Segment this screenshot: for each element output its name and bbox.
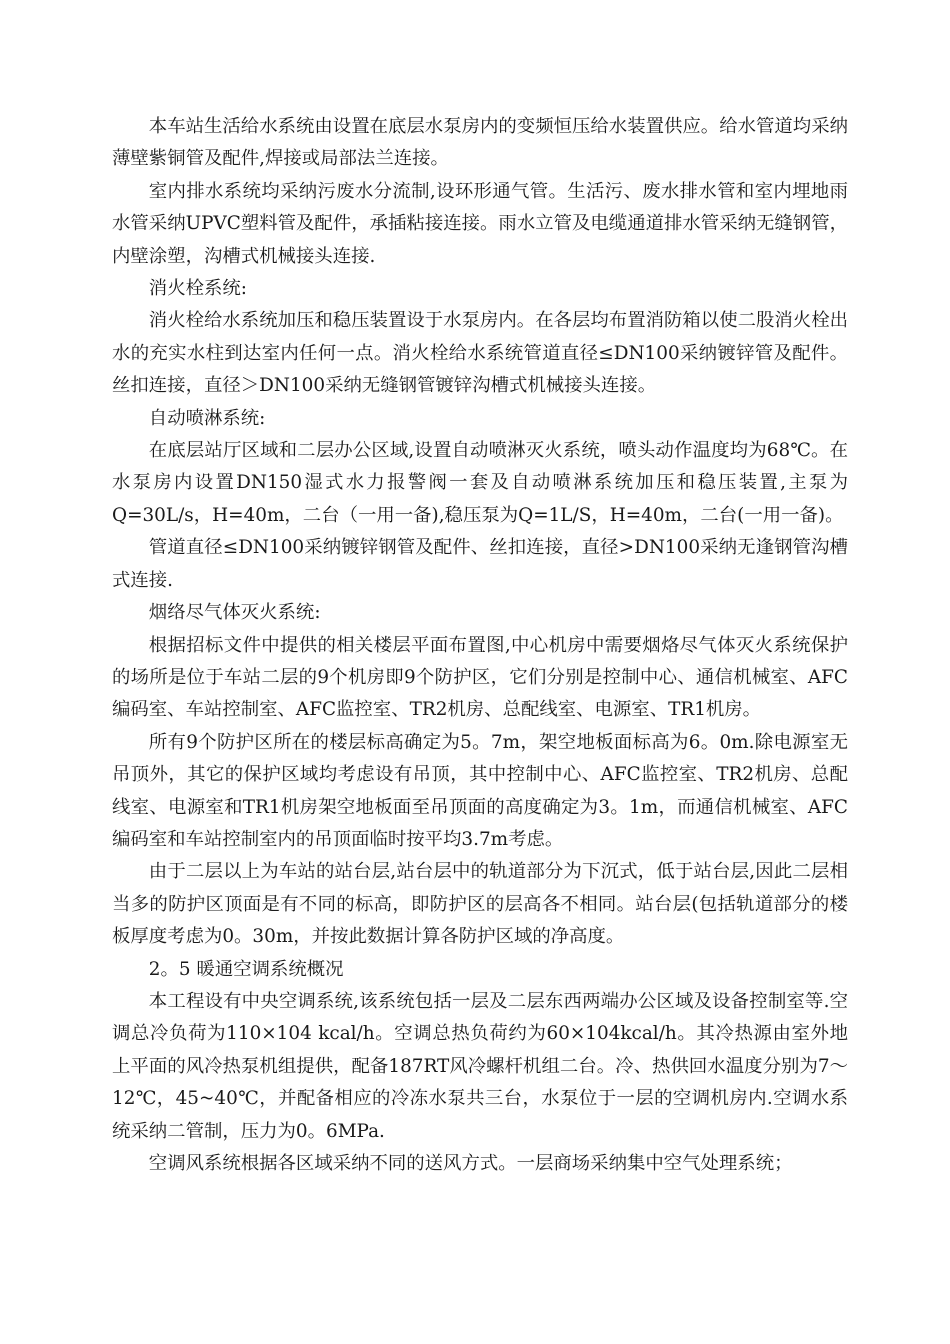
paragraph-air-system: 空调风系统根据各区域采纳不同的送风方式。一层商场采纳集中空气处理系统； bbox=[148, 1153, 793, 1174]
paragraph-sprinkler: 在底层站厅区域和二层办公区域,设置自动喷淋灭火系统，喷头动作温度均为68℃。在水泵房内设置DN150湿式水力报警阀一套及自动喷淋系统加压和稳压装置,主泵为Q=30L/s，H=40m，二台（一用一备),稳压泵为Q=1L/S，H=40m，二台(一用一备)。 bbox=[112, 440, 848, 526]
paragraph-floor-elevations: 所有9个防护区所在的楼层标高确定为5。7m，架空地板面标高为6。0m.除电源室无吊顶外，其它的保护区域均考虑设有吊顶，其中控制中心、AFC监控室、TR2机房、总配线室、电源室和TR1机房架空地板面至吊顶面的高度确定为3。1m，而通信机械室、AFC编码室和车站控制室内的吊顶面临时按平均3.7m考虑。 bbox=[112, 731, 848, 850]
paragraph-hydrant: 消火栓给水系统加压和稳压装置设于水泵房内。在各层均布置消防箱以使二股消火栓出水的充实水柱到达室内任何一点。消火栓给水系统管道直径≤DN100采纳镀锌管及配件。丝扣连接，直径＞DN100采纳无缝钢管镀锌沟槽式机械接头连接。 bbox=[112, 310, 848, 397]
paragraph-platform-level: 由于二层以上为车站的站台层,站台层中的轨道部分为下沉式，低于站台层,因此二层相当多的防护区顶面是有不同的标高，即防护区的层高各不相同。站台层(包括轨道部分的楼板厚度考虑为0。30m，并按此数据计算各防护区域的净高度。 bbox=[112, 861, 848, 948]
heading-sprinkler-system: 自动喷淋系统: bbox=[148, 407, 266, 429]
heading-hvac-overview: 2。5 暖通空调系统概况 bbox=[148, 958, 344, 980]
paragraph-central-ac: 本工程设有中央空调系统,该系统包括一层及二层东西两端办公区域及设备控制室等.空调总冷负荷为110×104 kcal/h。空调总热负荷约为60×104kcal/h。其冷热源由室外地上平面的风冷热泵机组提供，配备187RT风冷螺杆机组二台。冷、热供回水温度分别为7～12℃，45~40℃，并配备相应的冷冻水泵共三台，水泵位于一层的空调机房内.空调水系统采纳二管制，压力为0。6MPa. bbox=[112, 990, 848, 1142]
paragraph-gas-protected-areas: 根据招标文件中提供的相关楼层平面布置图,中心机房中需要烟烙尽气体灭火系统保护的场所是位于车站二层的9个机房即9个防护区，它们分别是控制中心、通信机械室、AFC编码室、车站控制室、AFC监控室、TR2机房、总配线室、电源室、TR1机房。 bbox=[112, 634, 848, 721]
heading-hydrant-system: 消火栓系统: bbox=[148, 278, 247, 300]
paragraph-drainage: 室内排水系统均采纳污废水分流制,设环形通气管。生活污、废水排水管和室内埋地雨水管采纳UPVC塑料管及配件，承插粘接连接。雨水立管及电缆通道排水管采纳无缝钢管，内壁涂塑，沟槽式机械接头连接. bbox=[112, 180, 848, 267]
heading-gas-suppression: 烟络尽气体灭火系统: bbox=[148, 602, 321, 624]
paragraph-sprinkler-pipes: 管道直径≤DN100采纳镀锌钢管及配件、丝扣连接，直径>DN100采纳无逢钢管沟槽式连接. bbox=[112, 537, 848, 591]
paragraph-water-supply: 本车站生活给水系统由设置在底层水泵房内的变频恒压给水装置供应。给水管道均采纳薄壁紫铜管及配件,焊接或局部法兰连接。 bbox=[112, 116, 848, 170]
document-body bbox=[112, 111, 848, 1180]
